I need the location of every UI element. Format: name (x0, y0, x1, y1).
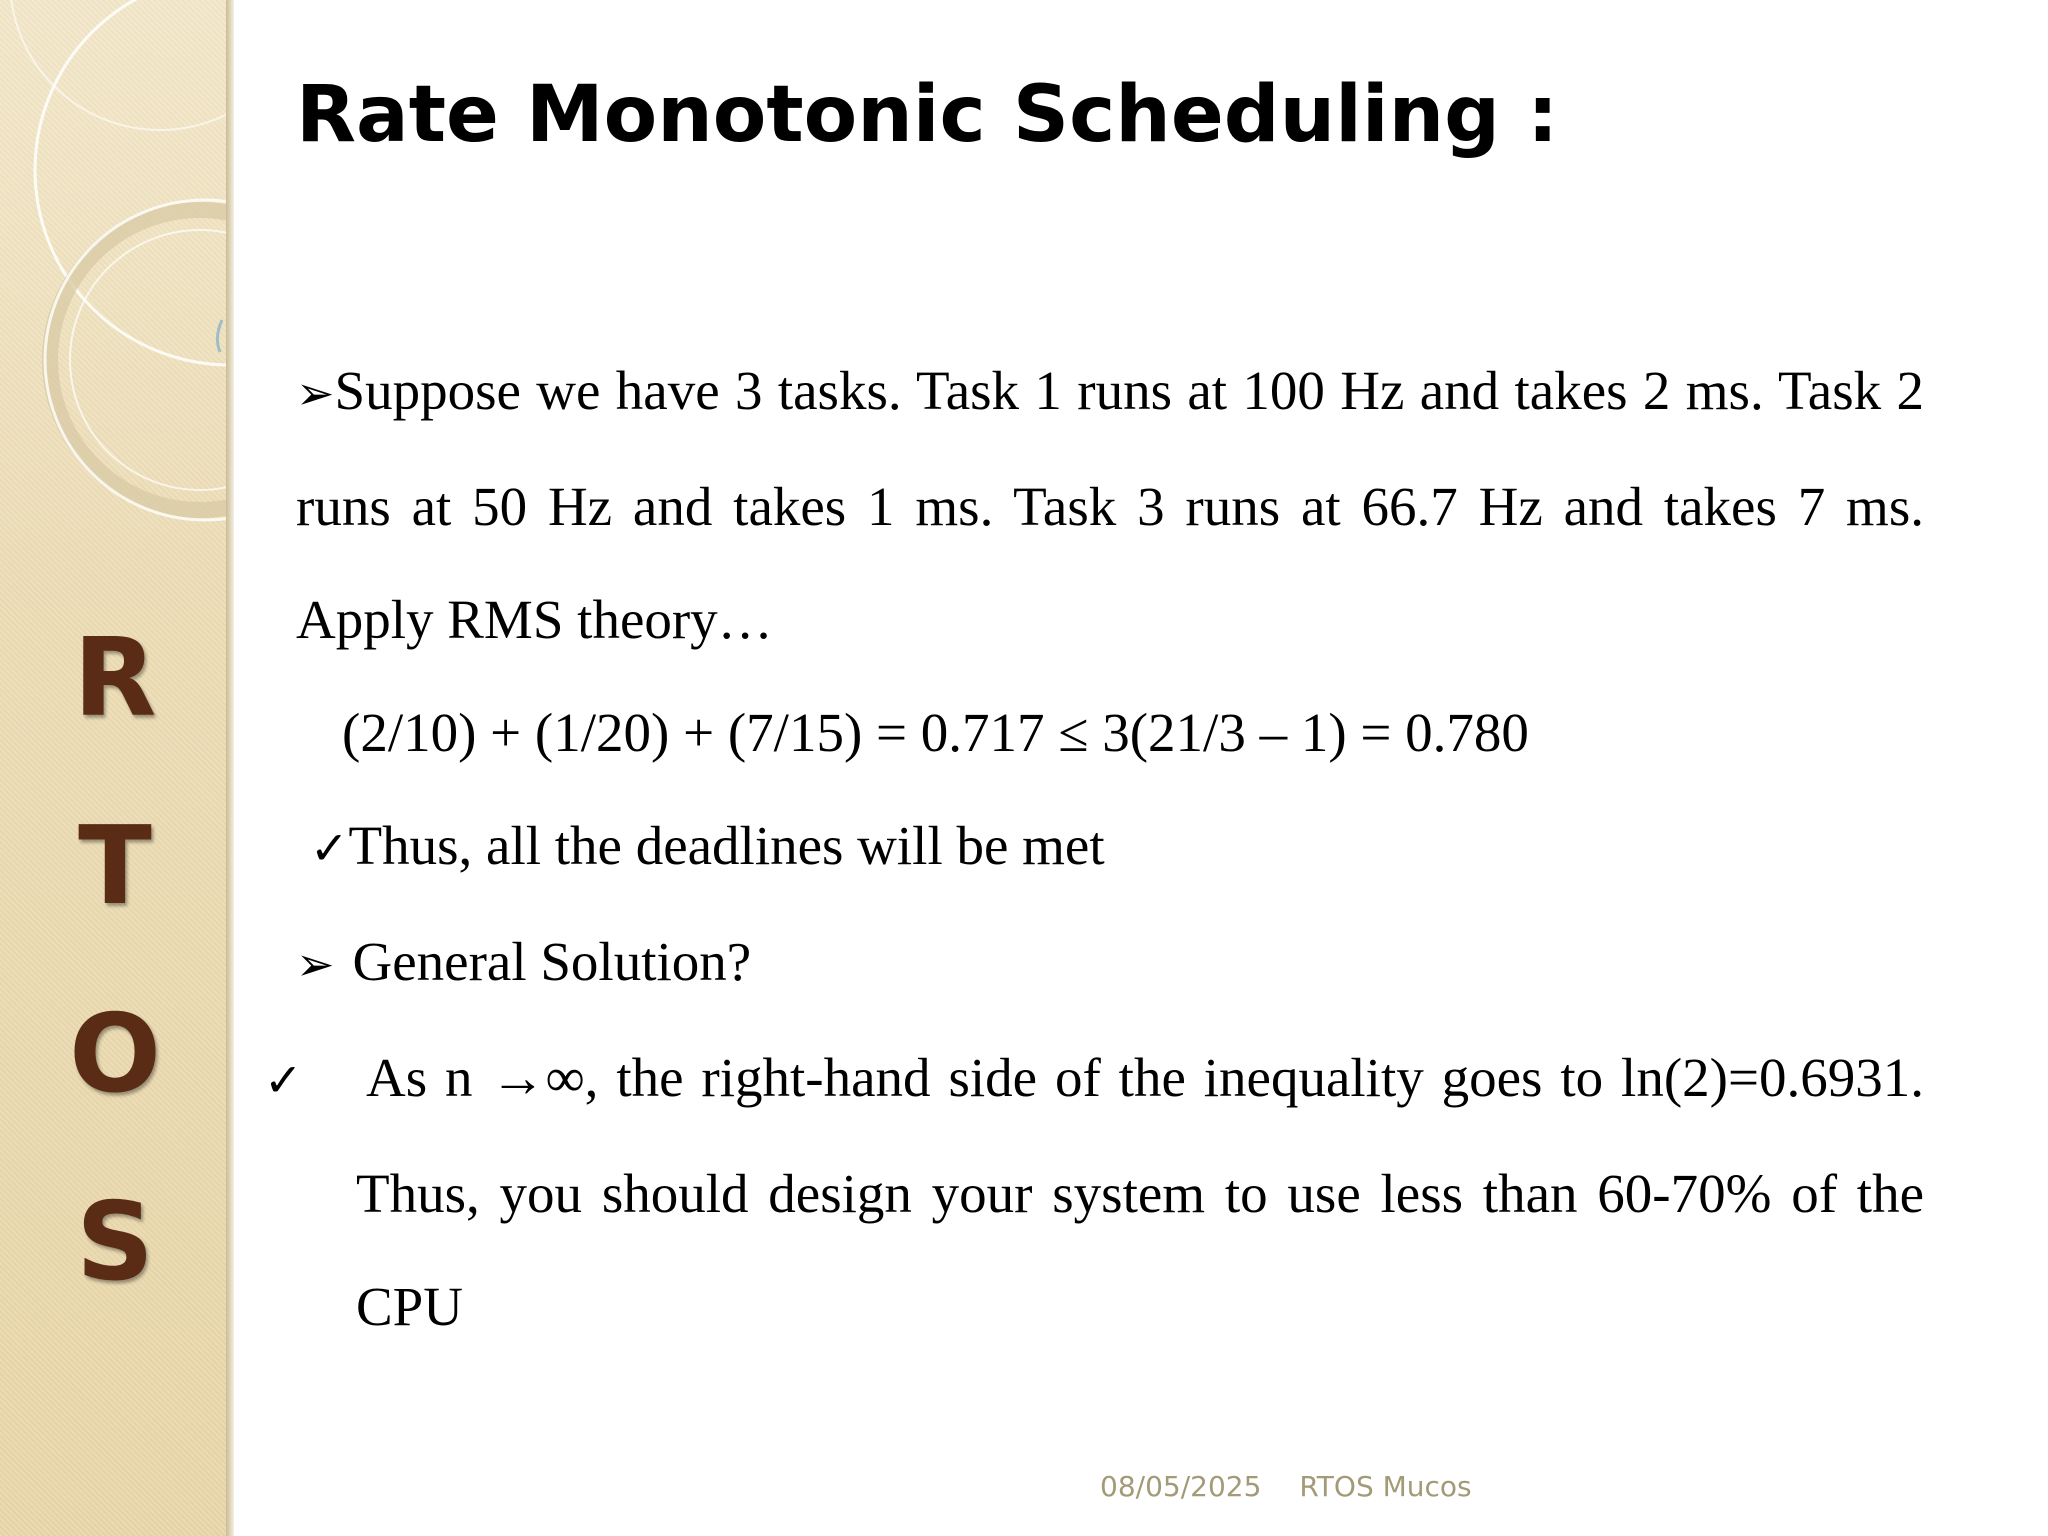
footer-label: RTOS Mucos (1299, 1470, 1472, 1503)
bullet-text: General Solution? (352, 931, 752, 992)
decorative-circles (0, 0, 226, 560)
slide-footer (1100, 1470, 1472, 1503)
sidebar-letter: S (76, 1180, 154, 1305)
bullet-text: Suppose we have 3 tasks. Task 1 runs at 100 Hz and takes 2 ms. Task 2 runs at 50 Hz and takes 1 ms. Task 3 runs at 66.7 Hz and takes 7 ms. Apply RMS theory… (296, 360, 1924, 650)
slide-content (264, 334, 1924, 1363)
sidebar-letter: T (78, 804, 152, 929)
check-item (296, 789, 1924, 905)
check-text: Thus, all the deadlines will be met (348, 815, 1105, 876)
vertical-title (40, 585, 190, 1337)
sidebar-letter: O (69, 992, 161, 1117)
arrow-bullet-icon: ➢ (296, 366, 335, 420)
slide-title: Rate Monotonic Scheduling : (296, 70, 1559, 160)
sidebar-letter: R (73, 616, 157, 741)
arrow-bullet-icon: ➢ (296, 937, 335, 991)
check-text: As n →∞, the right-hand side of the inequality goes to ln(2)=0.6931. Thus, you should design your system to use less than 60-70% of the CPU (356, 1047, 1924, 1337)
sidebar-divider (226, 0, 234, 1536)
bullet-item (296, 334, 1924, 676)
formula-line: (2/10) + (1/20) + (7/15) = 0.717 ≤ 3(21/3 – 1) = 0.780 (342, 702, 1529, 763)
check-item: ✓ As n →∞, the right-hand side of the inequality goes to ln(2)=0.6931. Thus, you should design your system to use less than 60-70% of the CPU (264, 1047, 1924, 1337)
footer-date: 08/05/2025 (1100, 1470, 1262, 1503)
bullet-item (296, 905, 1924, 1021)
sidebar-panel (0, 0, 226, 1536)
checkmark-icon: ✓ (310, 821, 349, 875)
